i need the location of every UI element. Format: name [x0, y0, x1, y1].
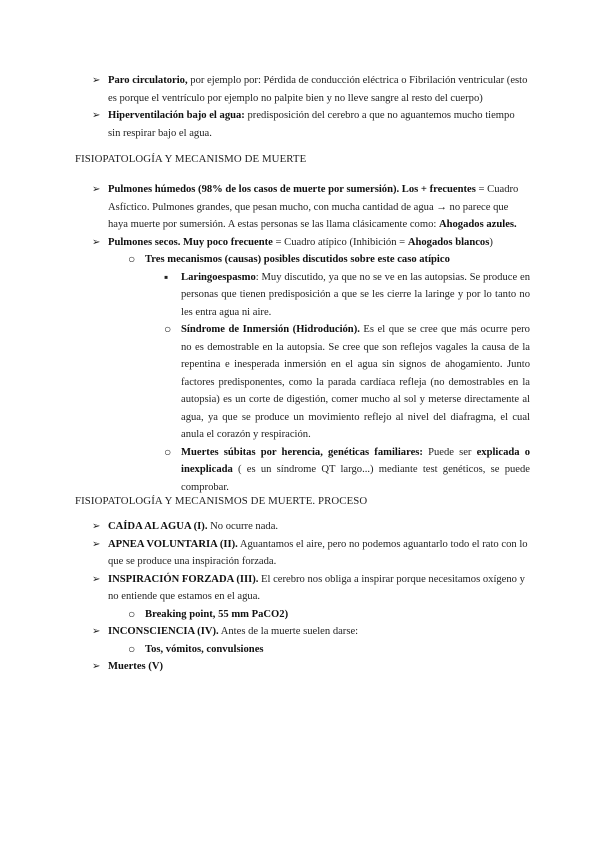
- sub-sub-list-item: ○ Síndrome de Inmersión (Hidrodución). Es el que se cree que más ocurre pero no es demostrable en la autopsia. Se cree que son reflejos vagales la causa de la repentina e inesperada inmersión en el agua sin signos de ahogamiento. Junto factores predisponentes, como la parada cardíaca refleja (no demostrables en la autopsia) es un corte de digestión, comer mucho al sol y meterse directamente al agua, ya que se produce un movimiento reflejo al nivel del diafragma, el cual anula el corazón y respiración.: [164, 322, 530, 440]
- list-item: ➢ Paro circulatorio, por ejemplo por: Pérdida de conducción eléctrica o Fibrilación ventricular (esto es porque el ventrículo por ejemplo no palpite bien y no lleve sangre al resto del cuerpo): [0, 72, 528, 107]
- list-item: ➢ Muertes (V): [0, 658, 528, 676]
- arrow-bullet-icon: ➢: [92, 573, 101, 585]
- list-item: ➢ INSPIRACIÓN FORZADA (III). El cerebro nos obliga a inspirar porque necesitamos oxígeno y no entiende que estamos en el agua.: [0, 571, 528, 606]
- arrow-bullet-icon: ➢: [92, 538, 101, 550]
- arrow-bullet-icon: ➢: [92, 521, 101, 532]
- arrow-bullet-icon: ➢: [92, 236, 101, 248]
- arrow-bullet-icon: ➢: [92, 626, 101, 637]
- circle-bullet-icon: ○: [128, 252, 136, 266]
- list-item: ➢ INCONSCIENCIA (IV). Antes de la muerte suelen darse:: [0, 623, 528, 641]
- section-causes: [0, 72, 528, 142]
- list-item: ➢ Hiperventilación bajo el agua: predisposición del cerebro a que no aguantemos mucho tiempo sin respirar bajo el agua.: [0, 107, 528, 142]
- list-item-pulmones-secos: ➢ Pulmones secos. Muy poco frecuente = Cuadro atípico (Inhibición = Ahogados blancos): [0, 234, 528, 252]
- square-bullet-icon: ▪: [164, 269, 169, 284]
- circle-bullet-icon: ○: [164, 444, 172, 459]
- circle-bullet-icon: ○: [128, 641, 136, 656]
- list-item: ➢ CAÍDA AL AGUA (I). No ocurre nada.: [0, 518, 528, 536]
- list-item-pulmones-humedos: ➢ Pulmones húmedos (98% de los casos de muerte por sumersión). Los + frecuentes = Cuadro Asfíctico. Pulmones grandes, que pesan mucho, con mucha cantidad de agua → no parece que haya muerte por sumersión. A estas personas se las llama clásicamente como: Ahogados azules.: [0, 181, 528, 234]
- arrow-bullet-icon: ➢: [92, 110, 101, 121]
- section-proceso: [0, 518, 535, 676]
- sub-sub-list-item: ▪ Laringoespasmo: Muy discutido, ya que no se ve en las autopsias. Se produce en personas que tienen predisposición a que se les cierre la laringe y por lo tanto no les entra agua ni aire.: [164, 269, 530, 318]
- arrow-bullet-icon: ➢: [92, 184, 101, 195]
- list-item: ➢ APNEA VOLUNTARIA (II). Aguantamos el aire, pero no podemos aguantarlo todo el rato con lo que se produce una inspiración forzada.: [0, 536, 528, 571]
- arrow-bullet-icon: ➢: [92, 661, 101, 672]
- arrow-bullet-icon: ➢: [92, 75, 101, 86]
- circle-bullet-icon: ○: [128, 606, 136, 621]
- sub-list-item: ○ Tos, vómitos, convulsiones: [0, 641, 535, 659]
- sub-sub-list-item: ○ Muertes súbitas por herencia, genéticas familiares: Puede ser explicada o inexplicada ( es un síndrome QT largo...) mediante test genéticos, se puede comprobar.: [164, 444, 530, 493]
- circle-bullet-icon: ○: [164, 322, 172, 336]
- sub-list-item: ○ Breaking point, 55 mm PaCO2): [0, 606, 535, 624]
- sub-list-item: ○ Tres mecanismos (causas) posibles discutidos sobre este caso atípico: [0, 251, 535, 269]
- section-heading: FISIOPATOLOGÍA Y MECANISMO DE MUERTE: [75, 153, 307, 165]
- section-heading: FISIOPATOLOGÍA Y MECANISMOS DE MUERTE. PROCESO: [75, 495, 368, 507]
- section-fisiopatologia: [0, 181, 535, 496]
